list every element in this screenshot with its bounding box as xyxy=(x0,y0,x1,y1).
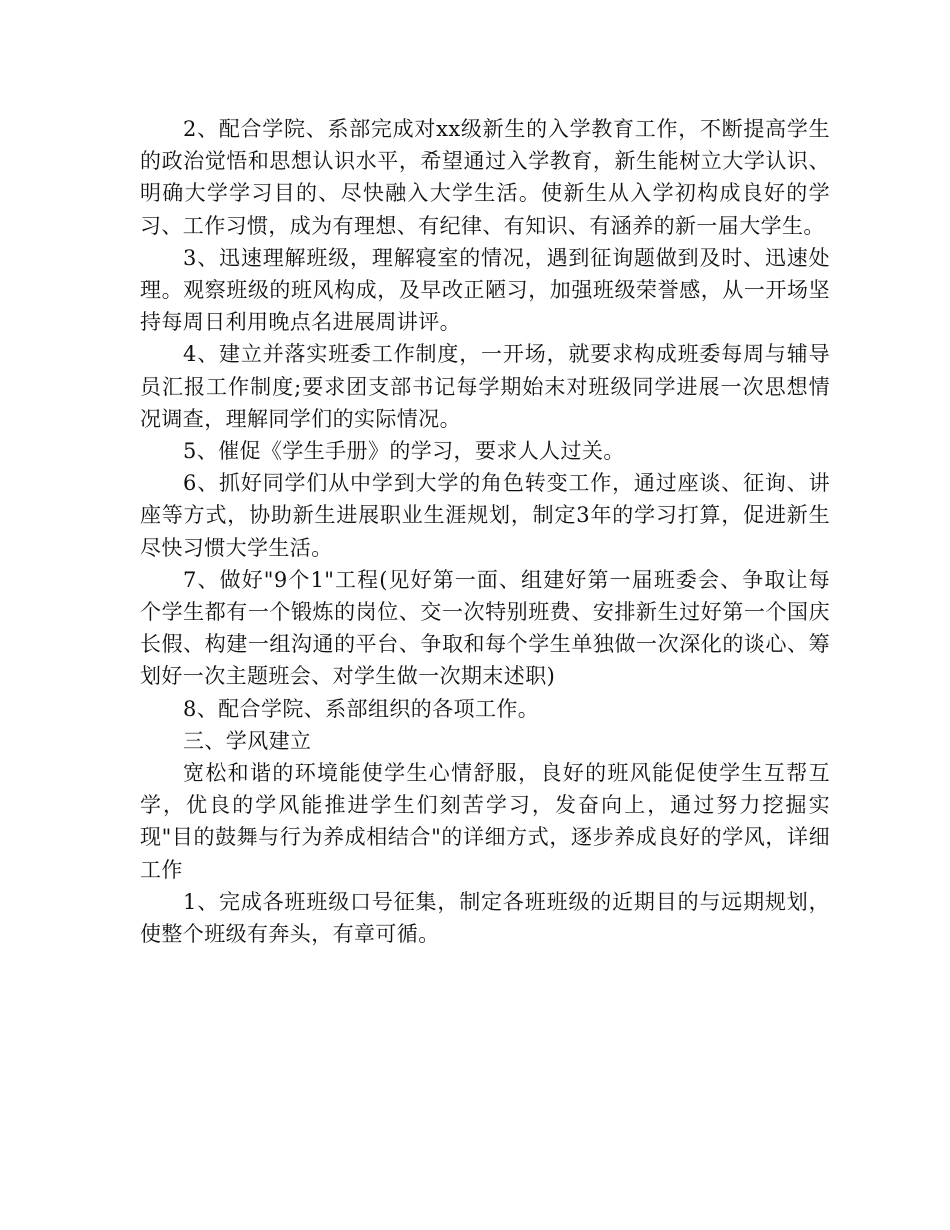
paragraph-item-2: 2、配合学院、系部完成对xx级新生的入学教育工作，不断提高学生的政治觉悟和思想认识水平，希望通过入学教育，新生能树立大学认识、明确大学学习目的、尽快融入大学生活。使新生从入学初构成良好的学习、工作习惯，成为有理想、有纪律、有知识、有涵养的新一届大学生。 xyxy=(140,117,830,238)
document-page xyxy=(140,113,830,950)
paragraph-item-4: 4、建立并落实班委工作制度，一开场，就要求构成班委每周与辅导员汇报工作制度;要求团支部书记每学期始末对班级同学进展一次思想情况调查，理解同学们的实际情况。 xyxy=(140,342,830,431)
paragraph-item-6: 6、抓好同学们从中学到大学的角色转变工作，通过座谈、征询、讲座等方式，协助新生进展职业生涯规划，制定3年的学习打算，促进新生尽快习惯大学生活。 xyxy=(140,471,830,560)
section-heading-study-style: 三、学风建立 xyxy=(183,728,312,753)
paragraph-item-1: 1、完成各班班级口号征集，制定各班班级的近期目的与远期规划，使整个班级有奔头，有章可循。 xyxy=(140,889,830,947)
paragraph-item-5: 5、催促《学生手册》的学习，要求人人过关。 xyxy=(183,439,625,464)
paragraph-study-style-intro: 宽松和谐的环境能使学生心情舒服，良好的班风能促使学生互帮互学，优良的学风能推进学生们刻苦学习，发奋向上，通过努力挖掘实现"目的鼓舞与行为养成相结合"的详细方式，逐步养成良好的学风，详细工作 xyxy=(140,761,830,882)
paragraph-item-3: 3、迅速理解班级，理解寝室的情况，遇到征询题做到及时、迅速处理。观察班级的班风构成，及早改正陋习，加强班级荣誉感，从一开场坚持每周日利用晚点名进展周讲评。 xyxy=(140,245,830,335)
paragraph-item-7: 7、做好"9个1"工程(见好第一面、组建好第一届班委会、争取让每个学生都有一个锻炼的岗位、交一次特别班费、安排新生过好第一个国庆长假、构建一组沟通的平台、争取和每个学生单独做一次深化的谈心、筹划好一次主题班会、对学生做一次期末述职) xyxy=(140,567,830,689)
paragraph-item-8: 8、配合学院、系部组织的各项工作。 xyxy=(183,696,540,721)
